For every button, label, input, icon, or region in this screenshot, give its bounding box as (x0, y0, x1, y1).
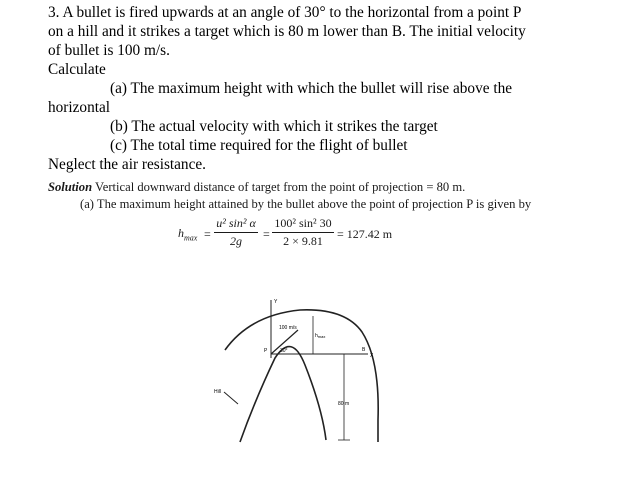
point-p-label: P (264, 348, 268, 354)
part-a-line-2: horizontal (48, 99, 111, 116)
x-axis-label: X (370, 353, 374, 359)
drop-label: 80 m (338, 401, 350, 407)
equals-1: = (204, 227, 211, 241)
equation-result: = 127.42 m (337, 227, 393, 241)
solution-line-2: (a) The maximum height attained by the bullet above the point of projection P is given by (80, 197, 532, 211)
hill-outline (240, 347, 326, 442)
problem-line-2: on a hill and it strikes a target which is 80 m lower than B. The initial velocity (48, 23, 526, 40)
equals-2: = (263, 227, 270, 241)
problem-line-1: 3. A bullet is fired upwards at an angle of 30° to the horizontal from a point P (48, 4, 522, 21)
solution-label: Solution (48, 180, 93, 194)
frac2-numerator: 100² sin² 30 (274, 216, 332, 230)
part-c: (c) The total time required for the flight of bullet (110, 137, 408, 154)
velocity-label: 100 m/s (279, 325, 297, 331)
hmax-sub: max (184, 233, 198, 243)
calculate-label: Calculate (48, 61, 106, 78)
hill-label: Hill (214, 389, 221, 395)
hill-pointer (224, 392, 238, 404)
neglect-note: Neglect the air resistance. (48, 156, 206, 173)
problem-line-3: of bullet is 100 m/s. (48, 42, 170, 59)
part-b: (b) The actual velocity with which it strikes the target (110, 118, 438, 135)
angle-label: 30° (280, 348, 288, 354)
hmax-label: $h_{max}$ (315, 333, 326, 339)
y-axis-label: Y (274, 299, 278, 305)
part-a-line-1: (a) The maximum height with which the bullet will rise above the (110, 80, 513, 97)
frac1-denominator: 2g (230, 234, 242, 248)
solution-text-1: Vertical downward distance of target from the point of projection = 80 m. (95, 180, 466, 194)
frac1-numerator: u² sin² α (216, 216, 256, 230)
hmax-symbol: $h_{max}$ (178, 226, 198, 243)
point-b-label: B (362, 347, 366, 353)
frac2-denominator: 2 × 9.81 (283, 234, 323, 248)
